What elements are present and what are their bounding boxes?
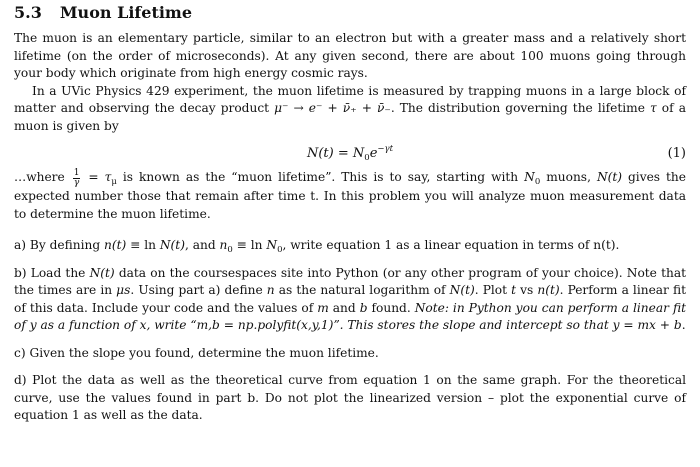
python-note: Note: in Python you can perform a linear fit of y as a function of x, write “m,b = np.polyfit(x,y,1)”. This stores the slope and intercept so that — [14, 300, 686, 332]
math-symbol: N(t) — [159, 238, 185, 252]
where-text: is known as the “muon lifetime”. This is to say, starting with — [116, 170, 525, 184]
where-text: muons, — [540, 170, 597, 184]
part-d: d) Plot the data as well as the theoretical curve from equation 1 on the same graph. For the theoretical curve, use the values found in part b. Do not plot the linearized version – plot the exponential curve of equation 1 as well as the data. — [14, 373, 686, 422]
section-heading — [14, 0, 686, 24]
equation-body — [307, 139, 393, 169]
math-symbol: m — [317, 300, 329, 315]
math-symbol: t — [511, 283, 517, 297]
math-symbol: n(t) — [537, 283, 560, 297]
equation-exponent: −γt — [377, 144, 394, 154]
equation-1 — [14, 139, 686, 169]
math-subscript: 0 — [277, 245, 283, 255]
tau-symbol: = τ — [82, 170, 112, 184]
part-text: , and — [184, 238, 220, 252]
where-text: …where — [14, 170, 71, 184]
part-text: . Perform a linear fit of this data. Include your code and the values of — [14, 283, 686, 315]
math-symbol: n — [219, 238, 228, 252]
intro-text: . The distribution governing the lifetime — [390, 101, 650, 115]
part-text: data on the coursespaces site into Python (or any other program of your choice). Note that the times are in — [14, 265, 686, 297]
part-text: . Plot — [474, 283, 512, 297]
math-symbol: μs — [116, 283, 131, 297]
where-paragraph — [14, 169, 686, 223]
equation-lhs: N(t) = N — [306, 146, 365, 161]
part-text: and — [328, 300, 360, 315]
math-symbol: b — [359, 300, 368, 315]
math-subscript: 0 — [227, 245, 233, 255]
part-text: . — [681, 318, 686, 332]
part-text: , write equation 1 as a linear equation in terms of n(t). — [282, 238, 620, 252]
part-c: c) Given the slope you found, determine the muon lifetime. — [14, 345, 379, 360]
intro-paragraph-1: The muon is an elementary particle, similar to an electron but with a greater mass and a relatively short lifetime (on the order of microseconds). At any given second, there are about 100 muons going through your body which originate from high energy cosmic rays. — [14, 31, 686, 80]
part-a — [14, 237, 686, 255]
fraction-numerator: 1 — [73, 168, 80, 178]
section-title: Muon Lifetime — [59, 3, 193, 22]
part-text: b) Load the — [14, 265, 90, 280]
part-text: as the natural logarithm of — [274, 283, 450, 297]
tau-symbol: τ — [649, 101, 657, 115]
decay-equation: μ⁻ → e⁻ + ν̄₊ + ν̄₋ — [274, 101, 391, 115]
equation-subscript: 0 — [364, 153, 370, 163]
fraction-denominator: γ — [73, 178, 80, 188]
part-text: ≡ ln — [126, 238, 160, 252]
part-text: ≡ ln — [232, 238, 267, 252]
equation-number: (1) — [667, 146, 686, 161]
math-symbol: n(t) — [104, 238, 127, 252]
part-text: a) By defining — [14, 238, 105, 252]
n0-symbol: N — [524, 170, 535, 184]
section-number: 5.3 — [14, 3, 42, 22]
part-text: found. — [367, 300, 415, 315]
math-symbol: n — [266, 283, 275, 297]
math-symbol: N(t) — [449, 283, 475, 297]
math-symbol: N — [266, 238, 278, 252]
math-symbol: y = mx + b — [612, 318, 682, 332]
equation-e: e — [369, 146, 378, 161]
part-text: vs — [516, 283, 538, 297]
intro-paragraph-2 — [14, 83, 686, 136]
tau-subscript: μ — [111, 177, 117, 187]
fraction — [73, 169, 81, 188]
intro-text: of a muon is given by — [14, 101, 686, 133]
part-b — [14, 265, 686, 335]
where-text: gives the expected number those that remain after time t. In this problem you will analyze muon measurement data to determine the muon lifetime. — [14, 170, 686, 221]
nt-symbol: N(t) — [596, 170, 623, 184]
n0-subscript: 0 — [534, 177, 541, 187]
math-symbol: N(t) — [89, 265, 115, 280]
part-text: . Using part a) define — [130, 283, 267, 297]
intro-text: In a UVic Physics 429 experiment, the muon lifetime is measured by trapping muons in a large block of matter and observing the decay product — [14, 83, 686, 115]
